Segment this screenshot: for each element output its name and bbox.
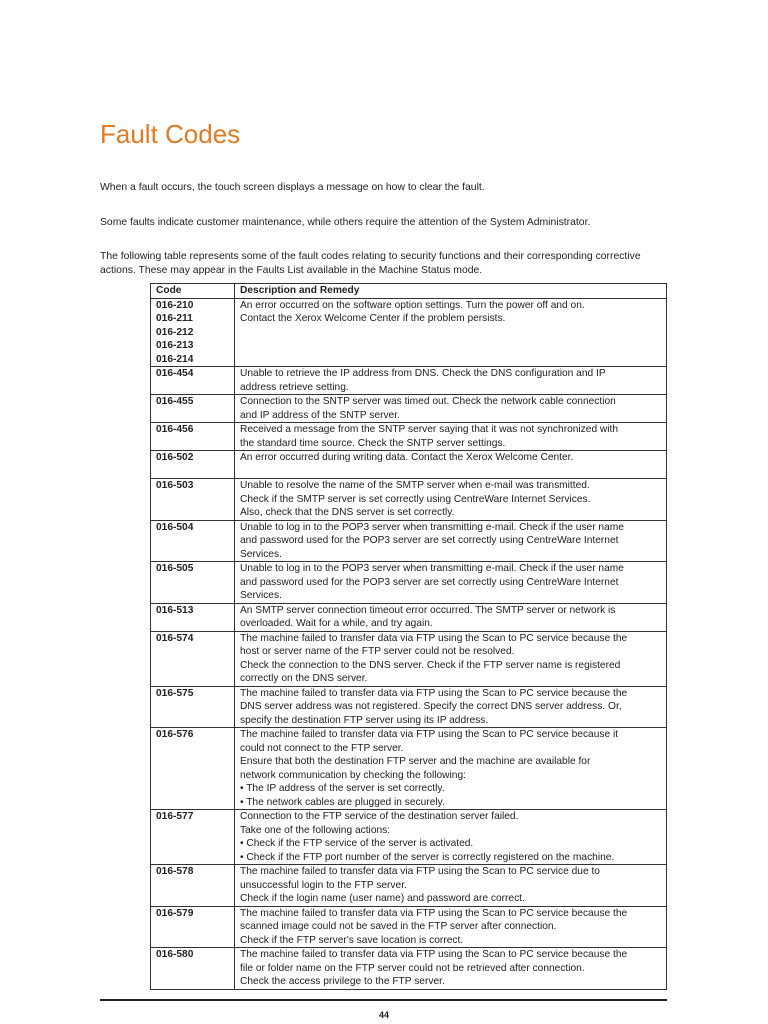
- description-line: The machine failed to transfer data via FTP using the Scan to PC service because the: [240, 632, 628, 644]
- description-cell: [235, 728, 667, 810]
- description-cell: [235, 367, 667, 395]
- fault-code-cell: [151, 728, 235, 810]
- description-line: and password used for the POP3 server are set correctly using CentreWare Internet: [240, 576, 619, 588]
- table-row: [151, 948, 667, 990]
- description-line: An SMTP server connection timeout error occurred. The SMTP server or network is: [240, 604, 616, 616]
- fault-code: 016-580: [156, 949, 194, 960]
- description-line: • The IP address of the server is set correctly.: [240, 783, 445, 794]
- description-line: Connection to the SNTP server was timed out. Check the network cable connection: [240, 396, 616, 407]
- fault-code: 016-579: [156, 907, 194, 919]
- description-line: Check the access privilege to the FTP server.: [240, 976, 445, 987]
- intro-paragraph-maintenance: Some faults indicate customer maintenance, while others require the attention of the System Administrator.: [100, 217, 591, 228]
- description-line: file or folder name on the FTP server could not be retrieved after connection.: [240, 962, 585, 974]
- description-line: Check if the login name (user name) and password are correct.: [240, 893, 525, 904]
- description-cell: [235, 948, 667, 990]
- fault-code-cell: [151, 810, 235, 865]
- intro-paragraph-fault-occurs: When a fault occurs, the touch screen displays a message on how to clear the fault.: [100, 182, 485, 193]
- fault-codes-table: [150, 283, 667, 990]
- description-line: Also, check that the DNS server is set correctly.: [240, 507, 455, 518]
- description-line: Unable to log in to the POP3 server when transmitting e-mail. Check if the user name: [240, 563, 624, 574]
- description-line: network communication by checking the following:: [240, 769, 466, 781]
- table-header: [151, 284, 667, 299]
- description-line: • Check if the FTP service of the server is activated.: [240, 838, 474, 849]
- table-row: [151, 728, 667, 810]
- table-row: [151, 298, 667, 367]
- description-cell: [235, 395, 667, 423]
- fault-code: 016-502: [156, 452, 194, 463]
- intro-paragraph-table-description: The following table represents some of the fault codes relating to security functions and their corresponding corrective actions. These may appear in the Faults List available in the Machine Status mode.: [100, 251, 641, 276]
- description-line: An error occurred on the software option settings. Turn the power off and on.: [240, 299, 585, 311]
- fault-code: 016-210: [156, 299, 194, 311]
- description-cell: [235, 686, 667, 728]
- description-cell: [235, 810, 667, 865]
- fault-code: 016-213: [156, 340, 194, 351]
- description-line: The machine failed to transfer data via FTP using the Scan to PC service due to: [240, 866, 600, 877]
- fault-code-cell: [151, 395, 235, 423]
- description-line: The machine failed to transfer data via FTP using the Scan to PC service because the: [240, 907, 628, 919]
- description-line: Check if the FTP server's save location is correct.: [240, 934, 464, 946]
- description-line: specify the destination FTP server using its IP address.: [240, 714, 489, 726]
- fault-code-cell: [151, 298, 235, 367]
- description-line: Received a message from the SNTP server saying that it was not synchronized with: [240, 424, 619, 435]
- footer-divider: [100, 999, 667, 1001]
- table-row: [151, 451, 667, 479]
- description-cell: [235, 451, 667, 479]
- table-row: [151, 810, 667, 865]
- fault-code: 016-505: [156, 563, 194, 574]
- fault-code-cell: [151, 948, 235, 990]
- table-row: [151, 865, 667, 907]
- fault-code-cell: [151, 367, 235, 395]
- fault-code-cell: [151, 865, 235, 907]
- table-body: [151, 298, 667, 989]
- fault-code: 016-576: [156, 729, 194, 740]
- description-line: the standard time source. Check the SNTP server settings.: [240, 437, 506, 449]
- description-cell: [235, 520, 667, 562]
- table-row: [151, 367, 667, 395]
- description-cell: [235, 631, 667, 686]
- fault-code-cell: [151, 603, 235, 631]
- description-line: Contact the Xerox Welcome Center if the problem persists.: [240, 313, 506, 324]
- description-cell: [235, 906, 667, 948]
- description-line: Check if the SMTP server is set correctly using CentreWare Internet Services.: [240, 493, 591, 505]
- description-line: An error occurred during writing data. Contact the Xerox Welcome Center.: [240, 452, 574, 463]
- description-line: scanned image could not be saved in the FTP server after connection.: [240, 921, 557, 932]
- fault-code: 016-513: [156, 604, 194, 616]
- fault-code: 016-214: [156, 353, 194, 365]
- page-title: Fault Codes: [100, 119, 241, 149]
- fault-code: 016-212: [156, 326, 194, 338]
- description-line: and IP address of the SNTP server.: [240, 409, 400, 421]
- fault-code-cell: [151, 686, 235, 728]
- description-line: host or server name of the FTP server could not be resolved.: [240, 646, 515, 657]
- description-cell: [235, 298, 667, 367]
- description-line: [240, 465, 661, 479]
- description-line: The machine failed to transfer data via FTP using the Scan to PC service because it: [240, 729, 619, 740]
- fault-code-cell: [151, 631, 235, 686]
- description-line: • The network cables are plugged in securely.: [240, 796, 445, 808]
- table-row: [151, 423, 667, 451]
- table-row: [151, 520, 667, 562]
- fault-code: 016-503: [156, 480, 194, 491]
- description-line: correctly on the DNS server.: [240, 673, 368, 684]
- fault-code: 016-455: [156, 396, 194, 407]
- fault-code: 016-456: [156, 424, 194, 435]
- page-number: 44: [378, 1010, 389, 1020]
- table-row: [151, 479, 667, 521]
- fault-code-cell: [151, 451, 235, 479]
- table-row: [151, 686, 667, 728]
- description-line: overloaded. Wait for a while, and try again.: [240, 618, 433, 629]
- column-header-code: Code: [151, 284, 235, 299]
- table-row: [151, 603, 667, 631]
- description-cell: [235, 603, 667, 631]
- description-cell: [235, 479, 667, 521]
- column-header-description: Description and Remedy: [235, 284, 667, 299]
- table-row: [151, 906, 667, 948]
- description-line: • Check if the FTP port number of the server is correctly registered on the machine.: [240, 851, 615, 863]
- fault-code-cell: [151, 562, 235, 604]
- fault-code: 016-504: [156, 521, 194, 533]
- fault-code-cell: [151, 423, 235, 451]
- description-line: Unable to resolve the name of the SMTP server when e-mail was transmitted.: [240, 480, 590, 491]
- description-line: The machine failed to transfer data via FTP using the Scan to PC service because the: [240, 687, 628, 699]
- fault-code: 016-575: [156, 687, 194, 699]
- fault-code-cell: [151, 520, 235, 562]
- description-cell: [235, 865, 667, 907]
- description-cell: [235, 423, 667, 451]
- description-line: Services.: [240, 590, 282, 601]
- description-line: Services.: [240, 548, 282, 560]
- description-line: Connection to the FTP service of the destination server failed.: [240, 811, 519, 822]
- table-row: [151, 631, 667, 686]
- table-header-row: [151, 284, 667, 299]
- description-line: DNS server address was not registered. Specify the correct DNS server address. Or,: [240, 701, 622, 712]
- fault-code: 016-574: [156, 632, 194, 644]
- fault-code: 016-578: [156, 866, 194, 877]
- description-line: The machine failed to transfer data via FTP using the Scan to PC service because the: [240, 949, 628, 960]
- description-line: Check the connection to the DNS server. Check if the FTP server name is registered: [240, 659, 621, 671]
- description-cell: [235, 562, 667, 604]
- fault-code-cell: [151, 906, 235, 948]
- table-row: [151, 395, 667, 423]
- table-row: [151, 562, 667, 604]
- description-line: Ensure that both the destination FTP server and the machine are available for: [240, 756, 591, 767]
- description-line: address retrieve setting.: [240, 381, 349, 393]
- description-line: unsuccessful login to the FTP server.: [240, 879, 407, 891]
- description-line: Unable to retrieve the IP address from DNS. Check the DNS configuration and IP: [240, 368, 606, 379]
- description-line: could not connect to the FTP server.: [240, 742, 404, 754]
- fault-code: 016-577: [156, 811, 194, 822]
- fault-code: 016-454: [156, 368, 194, 379]
- fault-code-cell: [151, 479, 235, 521]
- fault-code: 016-211: [156, 313, 193, 324]
- description-line: Take one of the following actions:: [240, 824, 391, 836]
- description-line: Unable to log in to the POP3 server when transmitting e-mail. Check if the user name: [240, 521, 624, 533]
- description-line: and password used for the POP3 server are set correctly using CentreWare Internet: [240, 535, 619, 546]
